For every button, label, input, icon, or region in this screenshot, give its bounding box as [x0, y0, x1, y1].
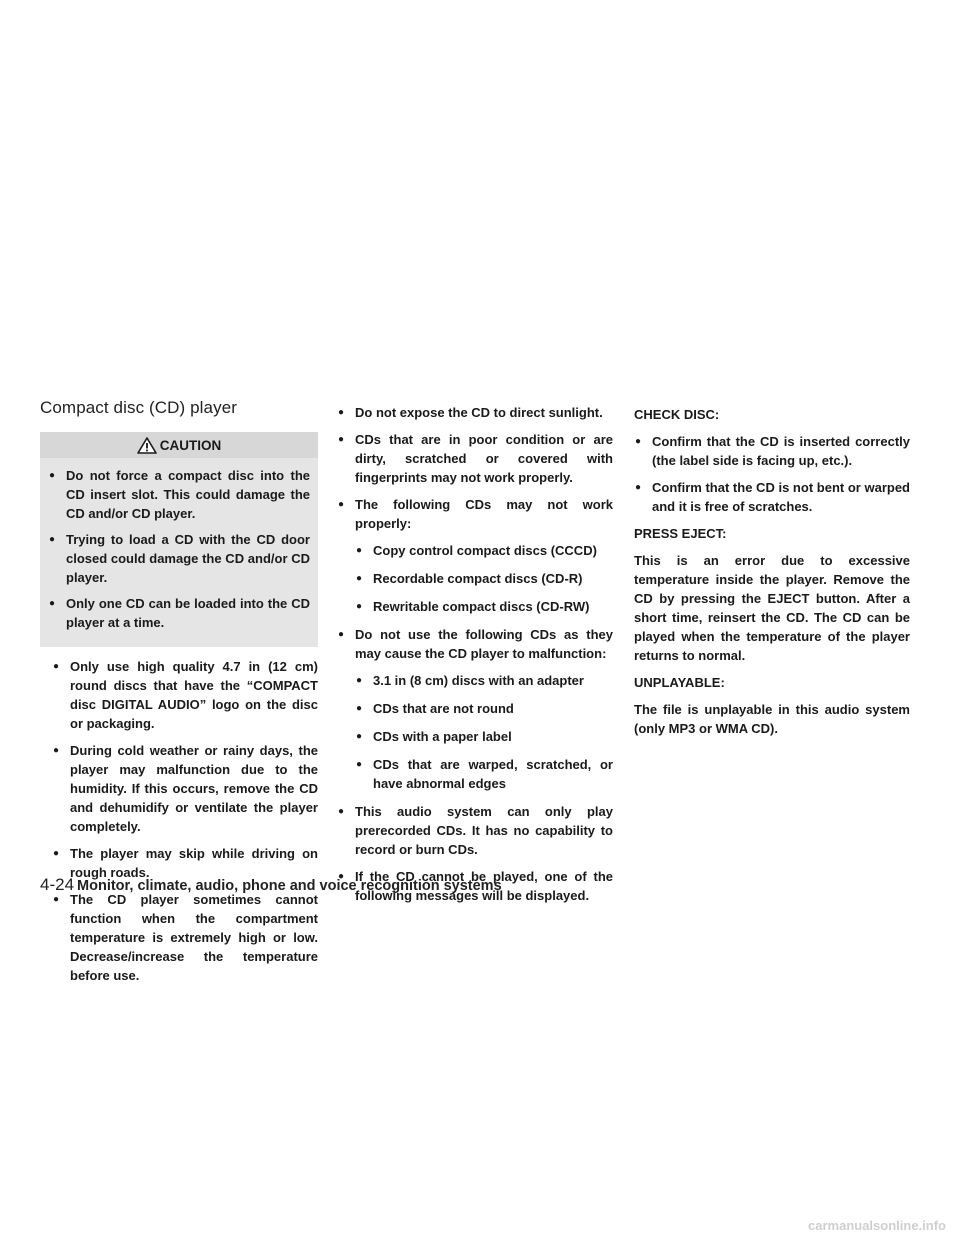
sub-list-item: ● Rewritable compact discs (CD-RW) [355, 597, 613, 616]
list-item: ● The following CDs may not work properly: [337, 495, 613, 533]
press-eject-heading: PRESS EJECT: [634, 526, 727, 541]
list-item: ● If the CD cannot be played, one of the following messages will be displayed. [337, 867, 613, 905]
caution-item: ● Do not force a compact disc into the CD insert slot. This could damage the CD and/or CD player. [48, 466, 310, 523]
chapter-title: Monitor, climate, audio, phone and voice recognition systems [77, 878, 502, 894]
watermark: carmanualsonline.info [808, 1218, 946, 1233]
list-item: ● Only use high quality 4.7 in (12 cm) round discs that have the “COMPACT disc DIGITAL AUDIO” logo on the disc or packaging. [52, 657, 318, 733]
sub-list-item: ● Copy control compact discs (CCCD) [355, 541, 613, 560]
caution-item: ● Trying to load a CD with the CD door closed could damage the CD and/or CD player. [48, 530, 310, 587]
unplayable-heading: UNPLAYABLE: [634, 675, 725, 690]
list-item: ● This audio system can only play prerecorded CDs. It has no capability to record or burn CDs. [337, 802, 613, 859]
list-item: ● During cold weather or rainy days, the player may malfunction due to the humidity. If this occurs, remove the CD and dehumidify or ventilate the player completely. [52, 741, 318, 836]
list-item: ● The player may skip while driving on rough roads. [52, 844, 318, 882]
list-item: ● CDs that are in poor condition or are dirty, scratched or covered with fingerprints may not work properly. [337, 430, 613, 487]
list-item: ● The CD player sometimes cannot function when the compartment temperature is extremely high or low. Decrease/increase the temperature before use. [52, 890, 318, 985]
list-item: ● Confirm that the CD is inserted correctly (the label side is facing up, etc.). [634, 432, 910, 470]
unplayable-text: The file is unplayable in this audio system (only MP3 or WMA CD). [634, 702, 910, 736]
sub-list [337, 541, 613, 616]
sub-list-item: ● Recordable compact discs (CD-R) [355, 569, 613, 588]
press-eject-text: This is an error due to excessive temperature inside the player. Remove the CD by pressing the EJECT button. After a short time, reinsert the CD. The CD can be played when the temperature of the player returns to normal. [634, 553, 910, 663]
sub-list-item: ● CDs that are warped, scratched, or have abnormal edges [355, 755, 613, 793]
check-disc-heading: CHECK DISC: [634, 407, 720, 422]
list-item: ● Do not use the following CDs as they may cause the CD player to malfunction: [337, 625, 613, 663]
section-title: Compact disc (CD) player [40, 398, 238, 417]
sub-list-item: ● CDs with a paper label [355, 727, 613, 746]
caution-label: CAUTION [159, 437, 222, 453]
list-item: ● Confirm that the CD is not bent or warped and it is free of scratches. [634, 478, 910, 516]
column-2 [337, 403, 613, 913]
warning-triangle-icon [137, 437, 157, 454]
page-number: 4-24 [40, 875, 75, 894]
sub-list-item: ● CDs that are not round [355, 699, 613, 718]
column-3 [634, 403, 910, 746]
sub-list-item: ● 3.1 in (8 cm) discs with an adapter [355, 671, 613, 690]
caution-box [40, 432, 318, 647]
column-1 [40, 432, 318, 993]
caution-header [40, 432, 318, 458]
caution-item: ● Only one CD can be loaded into the CD player at a time. [48, 594, 310, 632]
page-footer [40, 875, 502, 895]
list-item: ● Do not expose the CD to direct sunlight. [337, 403, 613, 422]
sub-list [337, 671, 613, 793]
cd-tips-list [40, 657, 318, 985]
